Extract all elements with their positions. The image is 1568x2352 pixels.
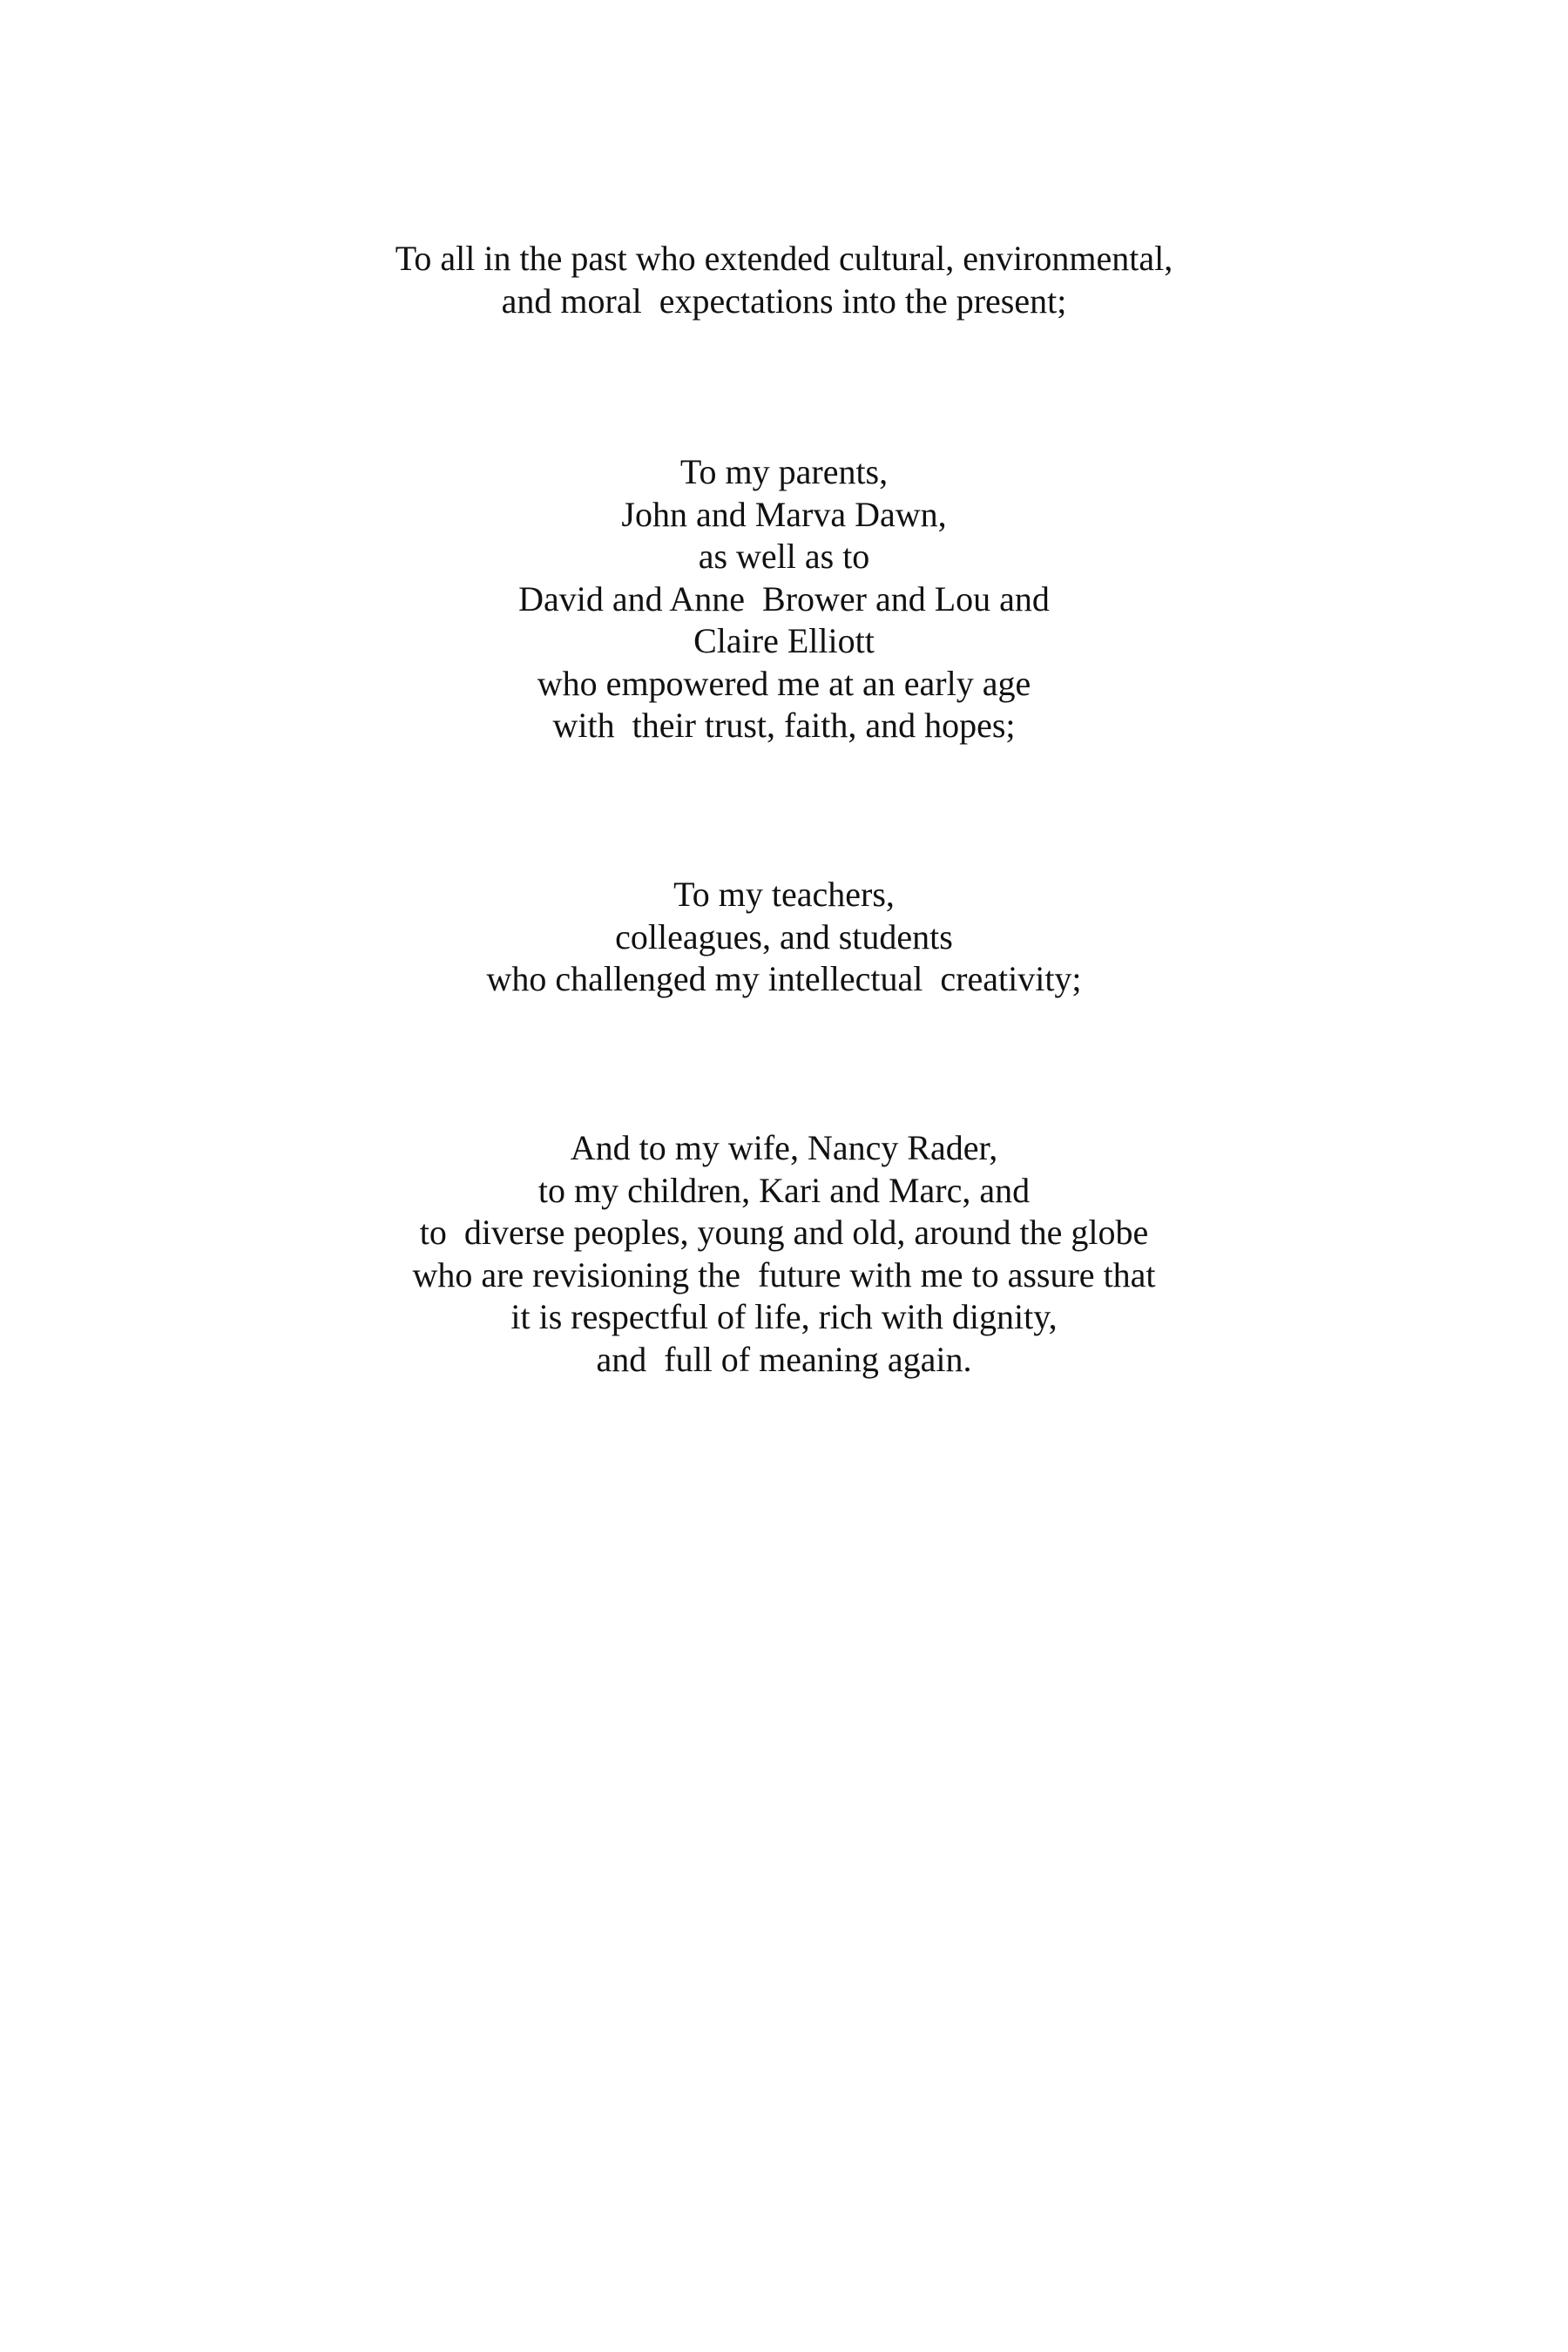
dedication-line: David and Anne Brower and Lou and [518,578,1050,618]
dedication-line: who challenged my intellectual creativity; [486,959,1082,998]
dedication-line: Claire Elliott [693,621,875,660]
dedication-line: as well as to [698,537,870,576]
dedication-line: And to my wife, Nancy Rader, [570,1128,998,1167]
dedication-line: To all in the past who extended cultural, environmental, [395,239,1173,278]
dedication-line: colleagues, and students [615,916,953,956]
dedication-line: John and Marva Dawn, [621,494,947,534]
stanza-teachers [0,874,1568,1001]
dedication-line: To my parents, [679,452,889,491]
dedication-line: with their trust, faith, and hopes; [552,706,1016,745]
dedication-line: to diverse peoples, young and old, around the globe [419,1213,1149,1252]
dedication-line: and moral expectations into the present; [501,280,1067,321]
stanza-family [0,1127,1568,1381]
dedication-line: To my teachers, [673,875,895,914]
dedication-line: it is respectful of life, rich with dignity, [510,1297,1058,1336]
dedication-line: who empowered me at an early age [537,663,1031,703]
stanza-past [0,238,1568,322]
dedication-line: to my children, Kari and Marc, and [537,1170,1031,1210]
stanza-parents [0,451,1568,747]
dedication-line: and full of meaning again. [596,1339,972,1379]
dedication-line: who are revisioning the future with me to assure that [412,1254,1156,1294]
